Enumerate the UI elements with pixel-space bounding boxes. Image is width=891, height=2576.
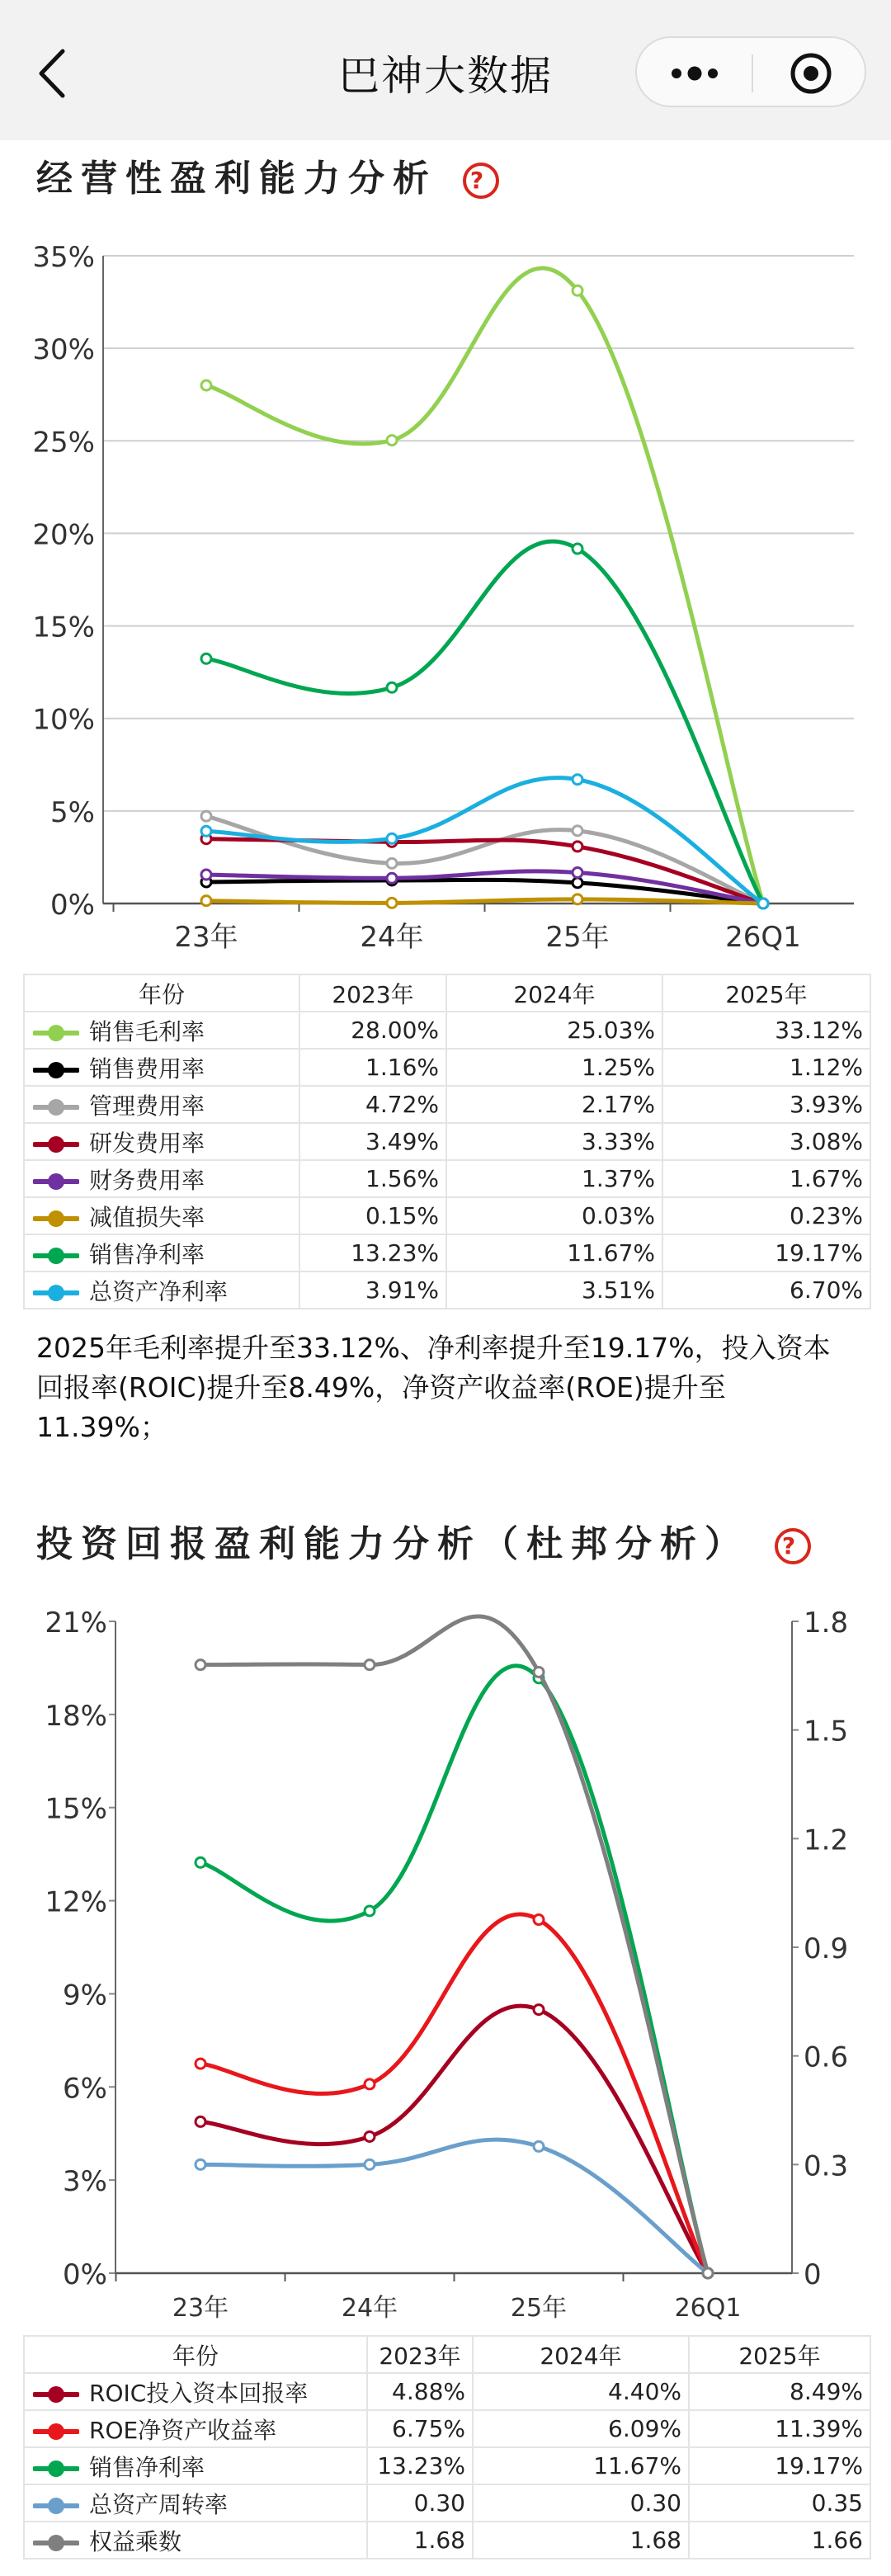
series-line-2 bbox=[206, 816, 763, 903]
row-label: 减值损失率 bbox=[24, 1197, 299, 1234]
table-cell: 11.67% bbox=[446, 1234, 662, 1271]
data-point bbox=[365, 2131, 375, 2141]
y2-tick-label: 1.5 bbox=[804, 1715, 849, 1748]
column-header: 年份 bbox=[24, 974, 299, 1012]
table-cell: 4.72% bbox=[299, 1086, 446, 1123]
analysis-summary: 2025年毛利率提升至33.12%、净利率提升至19.17%，投入资本回报率(ROIC)提升至8.49%，净资产收益率(ROE)提升至11.39%； bbox=[36, 1332, 831, 1443]
y2-tick-label: 0.9 bbox=[804, 1932, 849, 1965]
table-cell: 0.23% bbox=[662, 1197, 870, 1234]
y-tick-label: 18% bbox=[45, 1699, 107, 1733]
column-header: 2024年 bbox=[473, 2336, 689, 2373]
row-label: ROE净资产收益率 bbox=[24, 2410, 367, 2447]
operating-profitability-chart bbox=[0, 231, 891, 965]
table-row bbox=[24, 2410, 870, 2447]
dupont-analysis-chart bbox=[0, 1597, 891, 2323]
series-line-4 bbox=[206, 871, 763, 903]
close-button[interactable] bbox=[753, 38, 868, 109]
data-point bbox=[573, 544, 582, 554]
y-tick-label: 25% bbox=[32, 426, 95, 460]
data-point bbox=[387, 833, 397, 843]
data-point bbox=[758, 899, 768, 908]
column-header: 2023年 bbox=[367, 2336, 473, 2373]
data-point bbox=[387, 858, 397, 868]
row-label: 总资产周转率 bbox=[24, 2484, 367, 2522]
data-point bbox=[573, 775, 582, 785]
data-point bbox=[201, 380, 211, 390]
row-label: 销售净利率 bbox=[24, 1234, 299, 1271]
table-cell: 3.49% bbox=[299, 1123, 446, 1160]
more-button[interactable] bbox=[637, 38, 752, 109]
series-line-5 bbox=[206, 899, 763, 903]
column-header: 2024年 bbox=[446, 974, 662, 1012]
section-title-dupont bbox=[36, 1514, 813, 1567]
column-header: 2023年 bbox=[299, 974, 446, 1012]
legend-marker-icon bbox=[33, 1023, 79, 1043]
table-cell: 6.09% bbox=[473, 2410, 689, 2447]
table-cell: 1.66 bbox=[689, 2522, 870, 2559]
table-cell: 3.08% bbox=[662, 1123, 870, 1160]
data-point bbox=[573, 868, 582, 878]
data-point bbox=[387, 873, 397, 883]
top-nav-bar bbox=[0, 0, 891, 140]
table-cell: 3.91% bbox=[299, 1271, 446, 1309]
table-header-row bbox=[24, 974, 870, 1012]
row-label: 销售毛利率 bbox=[24, 1012, 299, 1049]
y2-tick-label: 1.2 bbox=[804, 1823, 849, 1857]
data-point bbox=[573, 878, 582, 888]
data-point bbox=[201, 811, 211, 821]
table-cell: 1.56% bbox=[299, 1160, 446, 1197]
column-header: 年份 bbox=[24, 2336, 367, 2373]
table-cell: 4.40% bbox=[473, 2373, 689, 2410]
row-label: 销售净利率 bbox=[24, 2447, 367, 2484]
y-tick-label: 21% bbox=[45, 1606, 107, 1639]
table-cell: 28.00% bbox=[299, 1012, 446, 1049]
table-row bbox=[24, 2373, 870, 2410]
column-header: 2025年 bbox=[689, 2336, 870, 2373]
series-line-1 bbox=[200, 1914, 708, 2273]
table-cell: 6.70% bbox=[662, 1271, 870, 1309]
table-cell: 3.33% bbox=[446, 1123, 662, 1160]
x-tick-label: 23年 bbox=[174, 921, 238, 954]
y2-tick-label: 0.6 bbox=[804, 2041, 849, 2074]
table-cell: 1.16% bbox=[299, 1049, 446, 1086]
table-cell: 13.23% bbox=[299, 1234, 446, 1271]
x-tick-label: 25年 bbox=[510, 2294, 568, 2323]
table-cell: 11.39% bbox=[689, 2410, 870, 2447]
table-row bbox=[24, 1160, 870, 1197]
legend-marker-icon bbox=[33, 2533, 79, 2553]
data-point bbox=[534, 1667, 544, 1677]
data-point bbox=[196, 1857, 205, 1867]
row-label: 财务费用率 bbox=[24, 1160, 299, 1197]
legend-marker-icon bbox=[33, 1172, 79, 1191]
table-cell: 4.88% bbox=[367, 2373, 473, 2410]
y-tick-label: 0% bbox=[50, 889, 95, 922]
legend-marker-icon bbox=[33, 2385, 79, 2404]
table-row bbox=[24, 1012, 870, 1049]
data-point bbox=[387, 898, 397, 908]
row-label: 销售费用率 bbox=[24, 1049, 299, 1086]
table-row bbox=[24, 1271, 870, 1309]
row-label: 研发费用率 bbox=[24, 1123, 299, 1160]
y-tick-label: 35% bbox=[32, 241, 95, 274]
y-tick-label: 6% bbox=[63, 2072, 107, 2106]
data-point bbox=[703, 2268, 713, 2278]
data-point bbox=[573, 285, 582, 295]
y-tick-label: 5% bbox=[50, 795, 95, 829]
table-cell: 0.30 bbox=[367, 2484, 473, 2522]
table-cell: 1.67% bbox=[662, 1160, 870, 1197]
table-cell: 19.17% bbox=[662, 1234, 870, 1271]
y-tick-label: 0% bbox=[63, 2258, 107, 2291]
data-point bbox=[534, 1915, 544, 1925]
data-point bbox=[534, 2005, 544, 2015]
table-cell: 1.68 bbox=[367, 2522, 473, 2559]
legend-marker-icon bbox=[33, 2459, 79, 2479]
table-row bbox=[24, 1049, 870, 1086]
data-point bbox=[387, 682, 397, 692]
data-point bbox=[387, 436, 397, 446]
legend-marker-icon bbox=[33, 1209, 79, 1229]
table-cell: 1.12% bbox=[662, 1049, 870, 1086]
legend-marker-icon bbox=[33, 1097, 79, 1117]
table-row bbox=[24, 1086, 870, 1123]
data-point bbox=[196, 2059, 205, 2069]
table-cell: 0.35 bbox=[689, 2484, 870, 2522]
section-title-operating bbox=[36, 149, 501, 201]
section-title-text: 投资回报盈利能力分析（杜邦分析） bbox=[36, 1523, 749, 1565]
data-point bbox=[196, 2159, 205, 2169]
data-point bbox=[201, 870, 211, 880]
data-point bbox=[534, 2141, 544, 2151]
data-point bbox=[201, 826, 211, 836]
table-cell: 1.37% bbox=[446, 1160, 662, 1197]
table-cell: 0.15% bbox=[299, 1197, 446, 1234]
table-row bbox=[24, 1234, 870, 1271]
table-row bbox=[24, 1123, 870, 1160]
y-tick-label: 3% bbox=[63, 2165, 107, 2199]
data-point bbox=[573, 826, 582, 836]
table-cell: 3.93% bbox=[662, 1086, 870, 1123]
row-label: 总资产净利率 bbox=[24, 1271, 299, 1309]
data-point bbox=[365, 2159, 375, 2169]
table-cell: 1.68 bbox=[473, 2522, 689, 2559]
table-cell: 1.25% bbox=[446, 1049, 662, 1086]
column-header: 2025年 bbox=[662, 974, 870, 1012]
more-dots-icon bbox=[637, 38, 752, 109]
series-line-3 bbox=[200, 2140, 708, 2273]
legend-marker-icon bbox=[33, 1283, 79, 1303]
row-label: 权益乘数 bbox=[24, 2522, 367, 2559]
table-cell: 25.03% bbox=[446, 1012, 662, 1049]
x-tick-label: 23年 bbox=[172, 2294, 229, 2323]
y-tick-label: 30% bbox=[32, 333, 95, 367]
series-line-6 bbox=[206, 541, 763, 903]
table-row bbox=[24, 2484, 870, 2522]
dupont-analysis-table bbox=[23, 2335, 871, 2559]
x-tick-label: 24年 bbox=[341, 2294, 398, 2323]
y-tick-label: 20% bbox=[32, 518, 95, 552]
data-point bbox=[573, 842, 582, 852]
table-row bbox=[24, 2522, 870, 2559]
table-cell: 19.17% bbox=[689, 2447, 870, 2484]
data-point bbox=[365, 1906, 375, 1916]
mini-program-capsule bbox=[635, 36, 866, 107]
legend-marker-icon bbox=[33, 1060, 79, 1080]
series-line-0 bbox=[200, 2006, 708, 2273]
data-point bbox=[196, 1660, 205, 1670]
y2-tick-label: 0.3 bbox=[804, 2149, 849, 2183]
question-circle-icon[interactable] bbox=[773, 1526, 813, 1566]
legend-marker-icon bbox=[33, 1135, 79, 1154]
legend-marker-icon bbox=[33, 1246, 79, 1266]
table-cell: 13.23% bbox=[367, 2447, 473, 2484]
x-tick-label: 26Q1 bbox=[725, 921, 801, 954]
data-point bbox=[201, 653, 211, 663]
table-row bbox=[24, 2447, 870, 2484]
question-circle-icon[interactable] bbox=[461, 161, 501, 201]
y-tick-label: 15% bbox=[45, 1792, 107, 1826]
data-point bbox=[196, 2116, 205, 2126]
table-cell: 6.75% bbox=[367, 2410, 473, 2447]
table-cell: 8.49% bbox=[689, 2373, 870, 2410]
series-line-2 bbox=[200, 1666, 708, 2273]
table-header-row bbox=[24, 2336, 870, 2373]
table-cell: 11.67% bbox=[473, 2447, 689, 2484]
x-tick-label: 26Q1 bbox=[674, 2294, 742, 2323]
operating-profitability-table bbox=[23, 974, 871, 1309]
table-row bbox=[24, 1197, 870, 1234]
table-cell: 33.12% bbox=[662, 1012, 870, 1049]
y2-tick-label: 1.8 bbox=[804, 1606, 849, 1639]
section-title-text: 经营性盈利能力分析 bbox=[36, 158, 437, 200]
y-tick-label: 10% bbox=[32, 703, 95, 737]
table-cell: 3.51% bbox=[446, 1271, 662, 1309]
row-label: ROIC投入资本回报率 bbox=[24, 2373, 367, 2410]
data-point bbox=[365, 1660, 375, 1670]
x-tick-label: 25年 bbox=[545, 921, 610, 954]
data-point bbox=[201, 896, 211, 906]
table-cell: 0.30 bbox=[473, 2484, 689, 2522]
legend-marker-icon bbox=[33, 2496, 79, 2516]
legend-marker-icon bbox=[33, 2422, 79, 2442]
y-tick-label: 9% bbox=[63, 1979, 107, 2012]
help-mark: ? bbox=[470, 167, 493, 194]
help-mark: ? bbox=[782, 1532, 804, 1559]
series-line-0 bbox=[206, 268, 763, 903]
data-point bbox=[365, 2079, 375, 2089]
y2-tick-label: 0 bbox=[804, 2258, 822, 2291]
x-tick-label: 24年 bbox=[360, 921, 424, 954]
target-close-icon bbox=[753, 38, 868, 109]
app-title: 巴神大数据 bbox=[338, 52, 553, 100]
table-cell: 0.03% bbox=[446, 1197, 662, 1234]
y-tick-label: 12% bbox=[45, 1885, 107, 1919]
data-point bbox=[573, 894, 582, 904]
table-cell: 2.17% bbox=[446, 1086, 662, 1123]
y-tick-label: 15% bbox=[32, 611, 95, 644]
row-label: 管理费用率 bbox=[24, 1086, 299, 1123]
